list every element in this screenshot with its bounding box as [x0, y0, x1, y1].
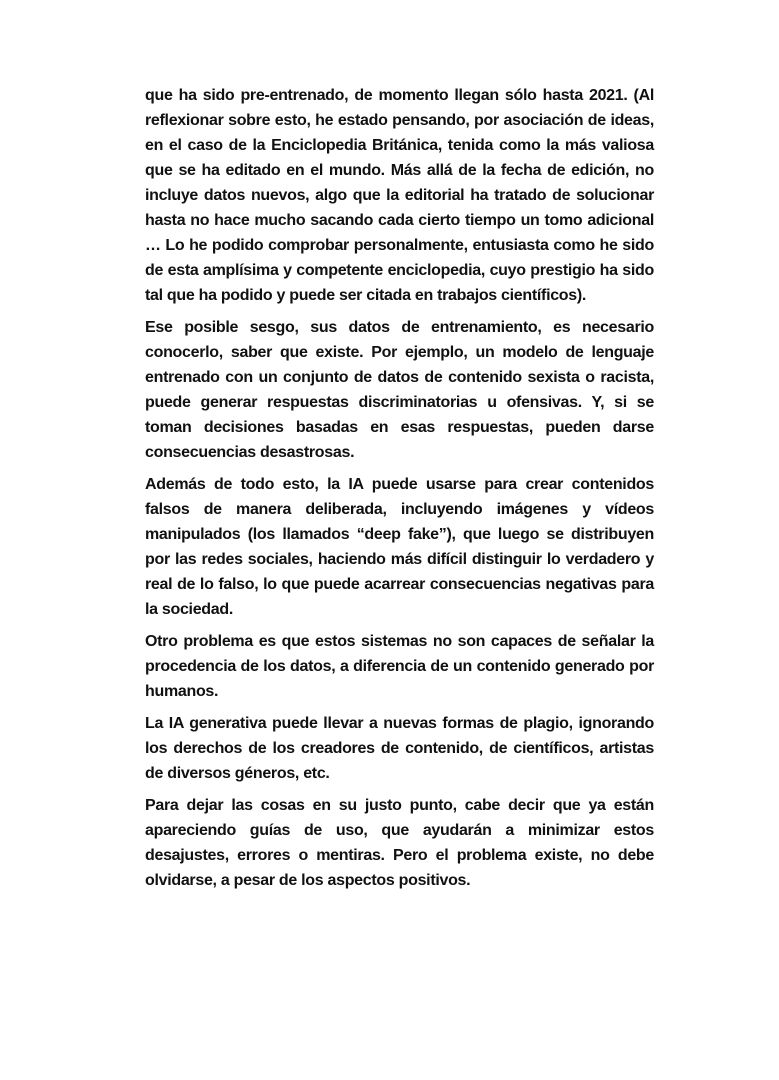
paragraph-4: Otro problema es que estos sistemas no son capaces de señalar la procedencia de los datos, a diferencia de un contenido generado por humanos. — [145, 633, 654, 700]
document-text-block — [145, 83, 654, 893]
paragraph-2: Ese posible sesgo, sus datos de entrenamiento, es necesario conocerlo, saber que existe. Por ejemplo, un modelo de lenguaje entrenado con un conjunto de datos de contenido sexista o racista, puede generar respuestas discriminatorias u ofensivas. Y, si se toman decisiones basadas en esas respuestas, pueden darse consecuencias desastrosas. — [145, 319, 654, 461]
paragraph-3: Además de todo esto, la IA puede usarse para crear contenidos falsos de manera deliberada, incluyendo imágenes y vídeos manipulados (los llamados “deep fake”), que luego se distribuyen por las redes sociales, haciendo más difícil distinguir lo verdadero y real de lo falso, lo que puede acarrear consecuencias negativas para la sociedad. — [145, 476, 654, 618]
paragraph-5: La IA generativa puede llevar a nuevas formas de plagio, ignorando los derechos de los creadores de contenido, de científicos, artistas de diversos géneros, etc. — [145, 715, 654, 782]
paragraph-1: que ha sido pre-entrenado, de momento llegan sólo hasta 2021. (Al reflexionar sobre esto, he estado pensando, por asociación de ideas, en el caso de la Enciclopedia Británica, tenida como la más valiosa que se ha editado en el mundo. Más allá de la fecha de edición, no incluye datos nuevos, algo que la editorial ha tratado de solucionar hasta no hace mucho sacando cada cierto tiempo un tomo adicional … Lo he podido comprobar personalmente, entusiasta como he sido de esta amplísima y competente enciclopedia, cuyo prestigio ha sido tal que ha podido y puede ser citada en trabajos científicos). — [145, 87, 654, 304]
paragraph-6: Para dejar las cosas en su justo punto, cabe decir que ya están apareciendo guías de uso, que ayudarán a minimizar estos desajustes, errores o mentiras. Pero el problema existe, no debe olvidarse, a pesar de los aspectos positivos. — [145, 797, 654, 889]
